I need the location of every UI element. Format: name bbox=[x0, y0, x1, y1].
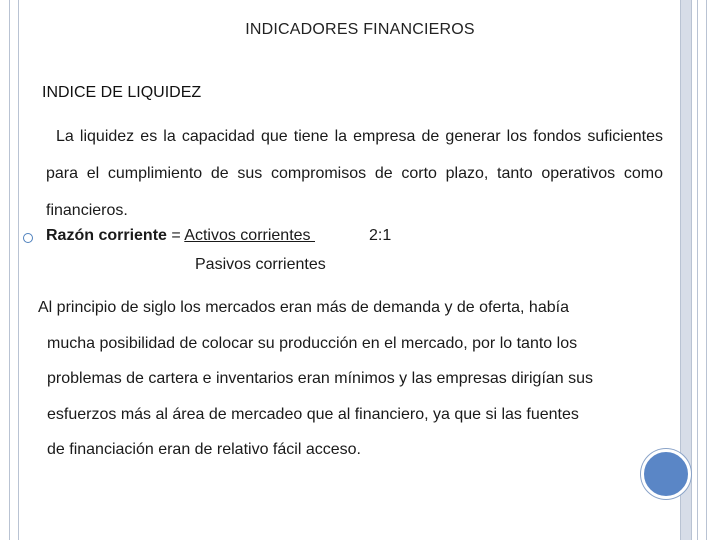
ratio-value: 2:1 bbox=[369, 227, 392, 244]
definition-paragraph bbox=[46, 118, 663, 229]
paragraph-line: mucha posibilidad de colocar su producción en el mercado, por lo tanto los bbox=[47, 334, 578, 352]
bullet-circle-icon bbox=[23, 233, 33, 243]
slide-title: INDICADORES FINANCIEROS bbox=[245, 21, 475, 38]
section-heading: INDICE DE LIQUIDEZ bbox=[42, 84, 202, 101]
paragraph-line: de financiación eran de relativo fácil acceso. bbox=[47, 441, 361, 458]
ratio-name: Razón corriente bbox=[46, 227, 167, 244]
right-decorative-line bbox=[697, 0, 698, 540]
ratio-formula bbox=[46, 227, 315, 245]
right-decorative-line-outer bbox=[706, 0, 707, 540]
history-paragraph bbox=[38, 290, 668, 468]
paragraph-line: Al principio de siglo los mercados eran más de demanda y de oferta, había bbox=[38, 299, 569, 316]
ratio-denominator: Pasivos corrientes bbox=[195, 256, 326, 273]
paragraph-line: problemas de cartera e inventarios eran mínimos y las empresas dirigían sus bbox=[47, 370, 594, 387]
paragraph-line: esfuerzos más al área de mercadeo que al financiero, ya que si las fuentes bbox=[47, 405, 579, 423]
ratio-equals: = bbox=[166, 227, 185, 244]
definition-text: La liquidez es la capacidad que tiene la empresa de generar los fondos suficientes para el cumplimiento de sus compromisos de corto plazo, tanto operativos como financieros. bbox=[46, 128, 663, 219]
ratio-numerator: Activos corrientes bbox=[184, 227, 315, 244]
left-frame-border bbox=[9, 0, 19, 540]
